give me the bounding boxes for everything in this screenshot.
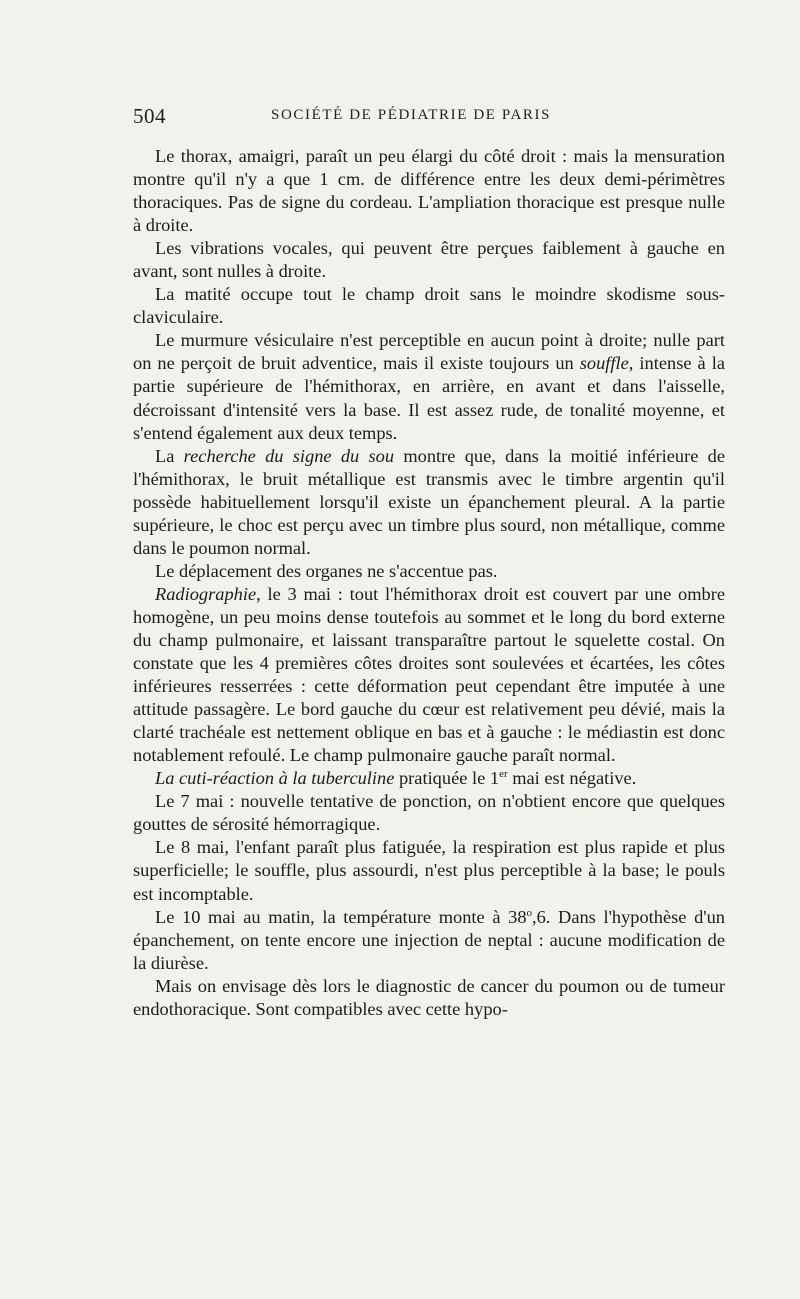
paragraph: Le 8 mai, l'enfant paraît plus fatiguée, la respiration est plus rapide et plus superficielle; le souffle, plus assourdi, n'est plus perceptible à la base; le pouls est incomptable. (133, 837, 725, 904)
paragraph: La matité occupe tout le champ droit sans le moindre skodisme sous-claviculaire. (133, 284, 725, 328)
paragraph: Les vibrations vocales, qui peuvent être perçues faiblement à gauche en avant, sont nulles à droite. (133, 238, 725, 282)
paragraph: La cuti-réaction à la tuberculine pratiquée le 1er mai est négative. (155, 768, 637, 789)
running-title: SOCIÉTÉ DE PÉDIATRIE DE PARIS (271, 107, 552, 123)
paragraph: Le thorax, amaigri, paraît un peu élargi du côté droit : mais la mensuration montre qu'il n'y a que 1 cm. de différence entre les deux demi-périmètres thoraciques. Pas de signe du cordeau. L'ampliation thoracique est presque nulle à droite. (133, 146, 725, 236)
italic-term: Radiographie (155, 583, 257, 604)
italic-term: souffle (579, 353, 629, 374)
paragraph: La recherche du signe du sou montre que, dans la moitié inférieure de l'hémithorax, le bruit métallique est transmis avec le timbre argentin qu'il possède habituellement lorsqu'il existe un épanchement pleural. A la partie supérieure, le choc est perçu avec un timbre plus sourd, non métallique, comme dans le poumon normal. (133, 445, 725, 558)
paragraph: Radiographie, le 3 mai : tout l'hémithorax droit est couvert par une ombre homogène, un peu moins dense toutefois au sommet et le long du bord externe du champ pulmonaire, et laissant transparaître partout le squelette costal. On constate que les 4 premières côtes droites sont soulevées et écartées, les côtes inférieures resserrées : cette déformation peut cependant être imputée à une attitude passagère. Le bord gauche du cœur est relativement peu dévié, mais la clarté trachéale est nettement oblique en bas et à gauche : le médiastin est donc notablement refoulé. Le champ pulmonaire gauche paraît normal. (133, 583, 725, 766)
italic-term: recherche du signe du sou (183, 445, 395, 466)
paragraph: Le 10 mai au matin, la température monte à 38$^o$,6. Dans l'hypothèse d'un épanchement, on tente encore une injection de neptal : aucune modification de la diurèse. (133, 906, 725, 973)
superscript: er (499, 768, 508, 781)
paragraph: Le déplacement des organes ne s'accentue pas. (155, 560, 498, 581)
page-number: 504 (133, 104, 166, 128)
paragraph: Le murmure vésiculaire n'est perceptible en aucun point à droite; nulle part on ne perçoit de bruit adventice, mais il existe toujours un souffle, intense à la partie supérieure de l'hémithorax, en arrière, en avant et dans l'aisselle, décroissant d'intensité vers la base. Il est assez rude, de tonalité moyenne, et s'entend également aux deux temps. (133, 330, 725, 443)
paragraph: Mais on envisage dès lors le diagnostic de cancer du poumon ou de tumeur endothoracique. Sont compatibles avec cette hypo- (133, 975, 725, 1019)
paragraph: Le 7 mai : nouvelle tentative de ponction, on n'obtient encore que quelques gouttes de sérosité hémorragique. (133, 791, 725, 835)
superscript: o (526, 906, 533, 919)
body-text (133, 145, 725, 1021)
italic-term: La cuti-réaction à la tuberculine (155, 768, 395, 789)
page-header (133, 104, 725, 130)
